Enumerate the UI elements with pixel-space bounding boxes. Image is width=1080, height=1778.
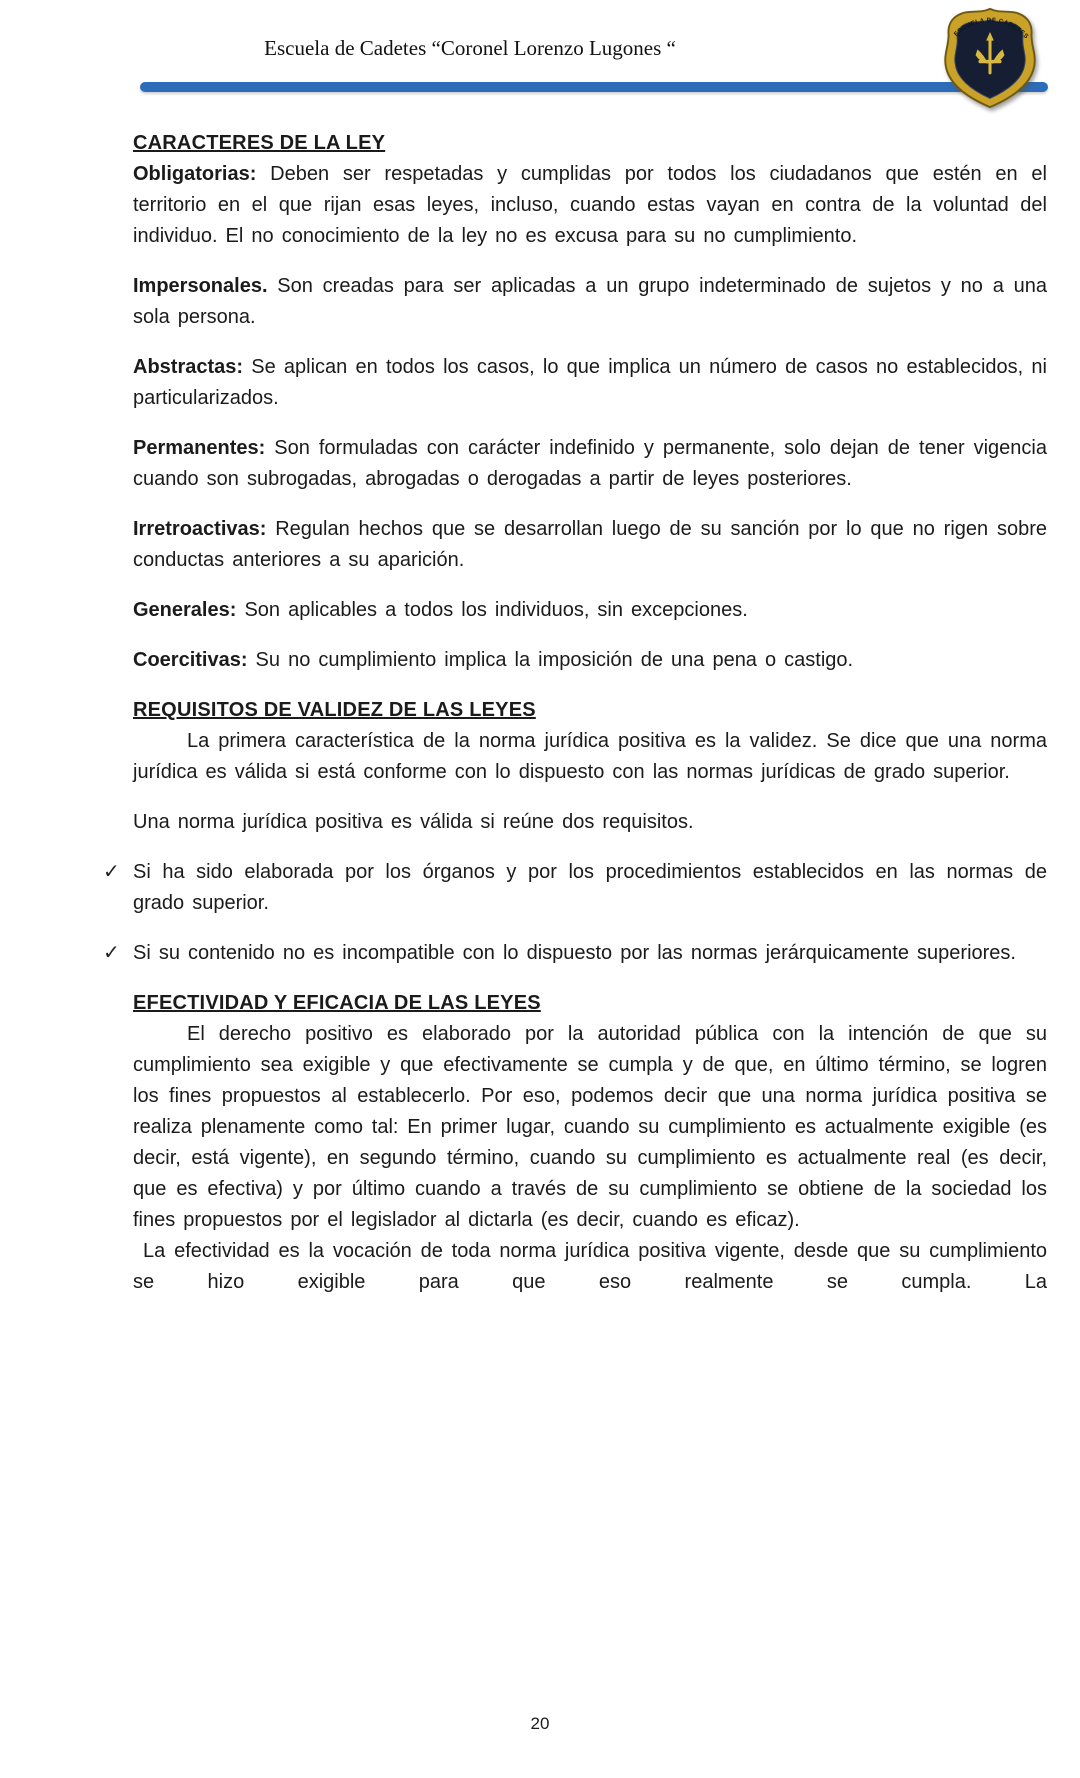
body-paragraph: Una norma jurídica positiva es válida si reúne dos requisitos. — [133, 811, 694, 833]
checklist-text: Si ha sido elaborada por los órganos y por los procedimientos establecidos en las normas de grado superior. — [133, 861, 1047, 914]
check-icon: ✓ — [103, 942, 120, 964]
law-characteristic-paragraph — [133, 595, 1047, 626]
school-crest-logo — [932, 6, 1048, 110]
term-definition: Regulan hechos que se desarrollan luego de su sanción por lo que no rigen sobre conductas anteriores a su aparición. — [133, 518, 1047, 571]
term-label: Abstractas: — [133, 356, 244, 378]
header-rule — [140, 82, 1048, 92]
checklist-text: Si su contenido no es incompatible con lo dispuesto por las normas jerárquicamente superiores. — [133, 942, 1016, 964]
law-characteristic-paragraph — [133, 271, 1047, 333]
check-icon: ✓ — [103, 861, 120, 883]
body-paragraph: La primera característica de la norma jurídica positiva es la validez. Se dice que una norma jurídica es válida si está conforme con lo dispuesto con las normas jurídicas de grado superior. — [133, 730, 1047, 783]
term-label: Generales: — [133, 599, 237, 621]
body-paragraph: El derecho positivo es elaborado por la autoridad pública con la intención de que su cumplimiento sea exigible y que efectivamente se cumpla y de que, en último término, se logren los fines propuestos al establecerlo. Por eso, podemos decir que una norma jurídica positiva se realiza plenamente como tal: En primer lugar, cuando su cumplimiento es actualmente exigible (es decir, está vigente), en segundo término, cuando su cumplimiento es actualmente real (es decir, que es efectiva) y por último cuando a través de su cumplimiento se obtiene de la sociedad los fines propuestos por el legislador al dictarla (es decir, cuando es eficaz). — [133, 1023, 1047, 1231]
term-label: Obligatorias: — [133, 163, 257, 185]
term-definition: Son creadas para ser aplicadas a un grupo indeterminado de sujetos y no a una sola persona. — [133, 275, 1047, 328]
document-body — [103, 128, 1047, 1298]
law-characteristic-paragraph — [133, 645, 1047, 676]
checklist-item — [103, 938, 1047, 969]
term-label: Irretroactivas: — [133, 518, 267, 540]
term-definition: Son aplicables a todos los individuos, sin excepciones. — [236, 599, 748, 621]
law-characteristic-paragraph — [133, 159, 1047, 252]
term-definition: Deben ser respetadas y cumplidas por todos los ciudadanos que estén en el territorio en el que rijan esas leyes, incluso, cuando estas vayan en contra de la voluntad del individuo. El no conocimiento de la ley no es excusa para su no cumplimiento. — [133, 163, 1047, 247]
page-number: 20 — [530, 1714, 550, 1733]
term-label: Coercitivas: — [133, 649, 248, 671]
term-label: Permanentes: — [133, 437, 266, 459]
law-characteristic-paragraph — [133, 352, 1047, 414]
term-definition: Su no cumplimiento implica la imposición de una pena o castigo. — [247, 649, 854, 671]
checklist-item — [103, 857, 1047, 919]
law-characteristic-paragraph — [133, 433, 1047, 495]
body-paragraph: La efectividad es la vocación de toda norma jurídica positiva vigente, desde que su cumplimiento se hizo exigible para que eso realmente se cumpla. La — [133, 1240, 1047, 1293]
header-title: Escuela de Cadetes “Coronel Lorenzo Lugones “ — [264, 36, 676, 60]
section-heading-requisitos: REQUISITOS DE VALIDEZ DE LAS LEYES — [133, 699, 536, 721]
term-definition: Se aplican en todos los casos, lo que implica un número de casos no establecidos, ni particularizados. — [133, 356, 1047, 409]
term-definition: Son formuladas con carácter indefinido y permanente, solo dejan de tener vigencia cuando son subrogadas, abrogadas o derogadas a partir de leyes posteriores. — [133, 437, 1047, 490]
law-characteristic-paragraph — [133, 514, 1047, 576]
term-label: Impersonales. — [133, 275, 268, 297]
section-heading-caracteres: CARACTERES DE LA LEY — [133, 132, 386, 154]
crest-arc-text: ESCUELA DE CADETES — [952, 16, 1030, 41]
section-heading-efectividad: EFECTIVIDAD Y EFICACIA DE LAS LEYES — [133, 992, 541, 1014]
